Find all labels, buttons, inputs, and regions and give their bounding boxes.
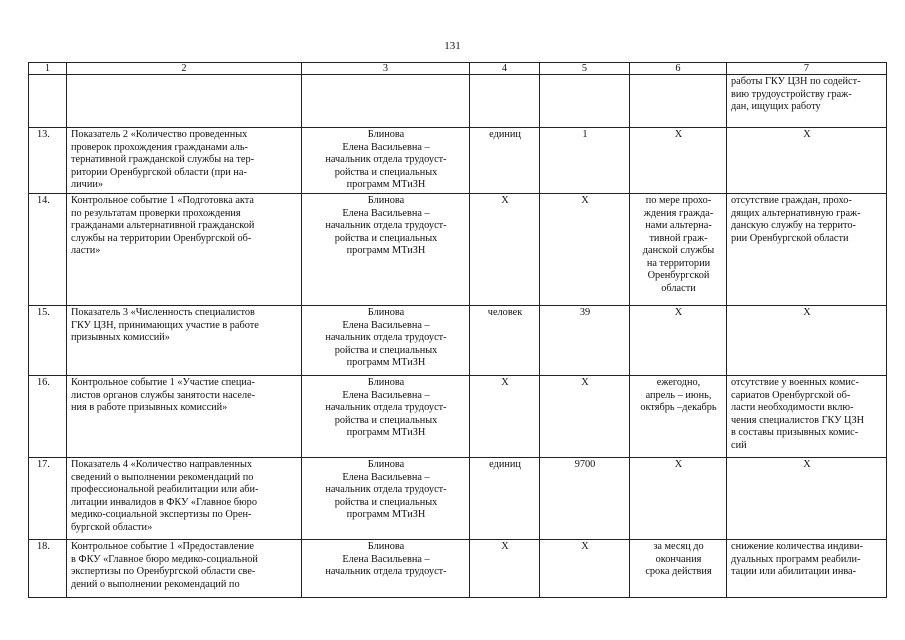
row-name bbox=[67, 75, 302, 128]
row-number: 13. bbox=[29, 128, 67, 194]
row-responsible: Блинова Елена Васильевна – начальник отдела трудоуст- ройства и специальных программ МТиЗН bbox=[302, 194, 470, 306]
row-term: Х bbox=[630, 128, 727, 194]
row-result: Х bbox=[727, 306, 887, 376]
row-responsible bbox=[302, 75, 470, 128]
column-number: 6 bbox=[630, 63, 727, 75]
row-name: Показатель 3 «Численность специалистов ГКУ ЦЗН, принимающих участие в работе призывных комиссий» bbox=[67, 306, 302, 376]
row-result: Х bbox=[727, 128, 887, 194]
row-result: Х bbox=[727, 458, 887, 540]
row-result: отсутствие граждан, прохо- дящих альтернативную граж- данскую службу на террито- рии Оренбургской области bbox=[727, 194, 887, 306]
column-number: 1 bbox=[29, 63, 67, 75]
row-value: Х bbox=[540, 540, 630, 598]
table-row bbox=[29, 376, 887, 458]
row-number: 15. bbox=[29, 306, 67, 376]
row-name: Показатель 2 «Количество проведенных проверок прохождения гражданами аль- тернативной гражданской службы на тер- ритории Оренбургской области (при на- личии» bbox=[67, 128, 302, 194]
row-responsible: Блинова Елена Васильевна – начальник отдела трудоуст- ройства и специальных программ МТиЗН bbox=[302, 376, 470, 458]
row-responsible: Блинова Елена Васильевна – начальник отдела трудоуст- ройства и специальных программ МТиЗН bbox=[302, 306, 470, 376]
column-number: 7 bbox=[727, 63, 887, 75]
row-value: 1 bbox=[540, 128, 630, 194]
row-name: Показатель 4 «Количество направленных сведений о выполнении рекомендаций по профессиональной реабилитации или аби- литации инвалидов в ФКУ «Главное бюро медико-социальной экспертизы по Орен- бургской области» bbox=[67, 458, 302, 540]
row-name: Контрольное событие 1 «Подготовка акта по результатам проверки прохождения гражданами альтернативной гражданской службы на территории Оренбургской об- ласти» bbox=[67, 194, 302, 306]
row-number: 17. bbox=[29, 458, 67, 540]
page-number: 131 bbox=[444, 40, 461, 52]
row-term: за месяц до окончания срока действия bbox=[630, 540, 727, 598]
row-number bbox=[29, 75, 67, 128]
column-number-row bbox=[29, 63, 887, 75]
table-row bbox=[29, 540, 887, 598]
row-unit: Х bbox=[470, 540, 540, 598]
row-value: 39 bbox=[540, 306, 630, 376]
table-row bbox=[29, 458, 887, 540]
row-result: снижение количества индиви- дуальных программ реабили- тации или абилитации инва- bbox=[727, 540, 887, 598]
column-number: 5 bbox=[540, 63, 630, 75]
row-term bbox=[630, 75, 727, 128]
row-value: Х bbox=[540, 194, 630, 306]
table-row bbox=[29, 194, 887, 306]
row-term: Х bbox=[630, 458, 727, 540]
row-number: 14. bbox=[29, 194, 67, 306]
table-row bbox=[29, 75, 887, 128]
row-number: 18. bbox=[29, 540, 67, 598]
column-number: 4 bbox=[470, 63, 540, 75]
row-result: отсутствие у военных комис- сариатов Оренбургской об- ласти необходимости вклю- чения специалистов ГКУ ЦЗН в составы призывных комис- сий bbox=[727, 376, 887, 458]
row-unit: единиц bbox=[470, 128, 540, 194]
row-value bbox=[540, 75, 630, 128]
row-value: Х bbox=[540, 376, 630, 458]
row-value: 9700 bbox=[540, 458, 630, 540]
table-row bbox=[29, 128, 887, 194]
column-number: 2 bbox=[67, 63, 302, 75]
row-unit: Х bbox=[470, 194, 540, 306]
row-responsible: Блинова Елена Васильевна – начальник отдела трудоуст- ройства и специальных программ МТиЗН bbox=[302, 458, 470, 540]
table-row bbox=[29, 306, 887, 376]
row-term: по мере прохо- ждения гражда- нами альтерна- тивной граж- данской службы на территории Оренбургской области bbox=[630, 194, 727, 306]
plan-table bbox=[28, 62, 887, 598]
row-term: ежегодно, апрель – июнь, октябрь –декабрь bbox=[630, 376, 727, 458]
row-unit bbox=[470, 75, 540, 128]
row-term: Х bbox=[630, 306, 727, 376]
column-number: 3 bbox=[302, 63, 470, 75]
row-responsible: Блинова Елена Васильевна – начальник отдела трудоуст- bbox=[302, 540, 470, 598]
row-result: работы ГКУ ЦЗН по содейст- вию трудоустройству граж- дан, ищущих работу bbox=[727, 75, 887, 128]
row-unit: единиц bbox=[470, 458, 540, 540]
row-number: 16. bbox=[29, 376, 67, 458]
row-name: Контрольное событие 1 «Участие специа- листов органов службы занятости населе- ния в работе призывных комиссий» bbox=[67, 376, 302, 458]
row-name: Контрольное событие 1 «Предоставление в ФКУ «Главное бюро медико-социальной экспертизы по Оренбургской области све- дений о выполнении рекомендаций по bbox=[67, 540, 302, 598]
row-unit: Х bbox=[470, 376, 540, 458]
row-responsible: Блинова Елена Васильевна – начальник отдела трудоуст- ройства и специальных программ МТиЗН bbox=[302, 128, 470, 194]
row-unit: человек bbox=[470, 306, 540, 376]
